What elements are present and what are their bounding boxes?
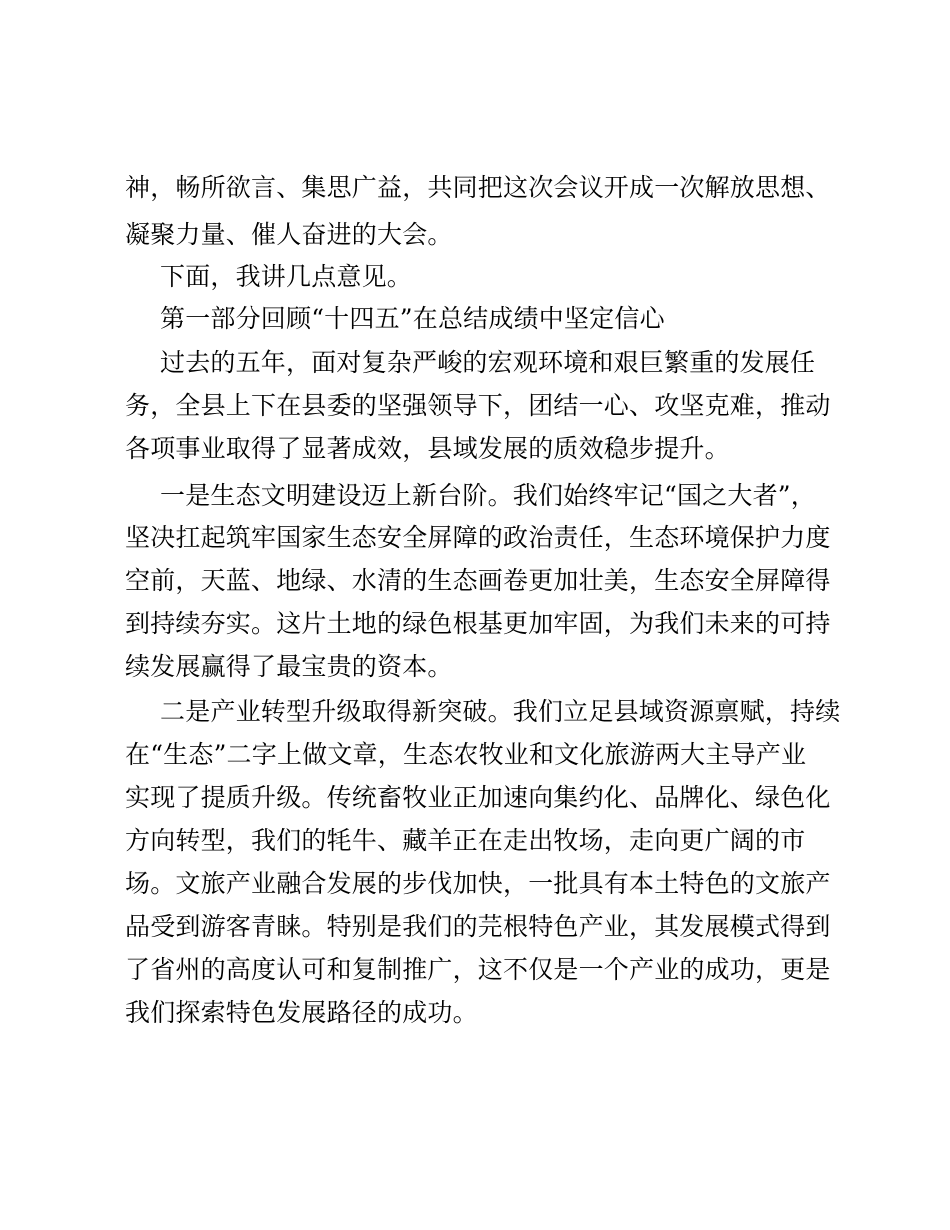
text-line: 续发展赢得了最宝贵的资本。 <box>125 652 453 681</box>
section-heading: 第一部分回顾“十四五”在总结成绩中坚定信心 <box>160 304 665 333</box>
text-line: 空前，天蓝、地绿、水清的生态画卷更加壮美，生态安全屏障得 <box>125 566 831 595</box>
text-line: 一是生态文明建设迈上新台阶。我们始终牢记“国之大者”， <box>160 481 816 510</box>
text-line: 实现了提质升级。传统畜牧业正加速向集约化、品牌化、绿色化 <box>125 783 831 812</box>
text-line: 在“生态”二字上做文章，生态农牧业和文化旅游两大主导产业 <box>125 740 807 769</box>
text-line: 场。文旅产业融合发展的步伐加快，一批具有本土特色的文旅产 <box>125 869 831 898</box>
text-line: 二是产业转型升级取得新突破。我们立足县域资源禀赋，持续 <box>160 697 841 726</box>
text-line: 神，畅所欲言、集思广益，共同把这次会议开成一次解放思想、 <box>125 173 831 202</box>
text-line: 各项事业取得了显著成效，县域发展的质效稳步提升。 <box>125 434 730 463</box>
text-line: 方向转型，我们的牦牛、藏羊正在走出牧场，走向更广阔的市 <box>125 826 806 855</box>
text-line: 过去的五年，面对复杂严峻的宏观环境和艰巨繁重的发展任 <box>160 348 816 377</box>
text-line: 品受到游客青睐。特别是我们的芫根特色产业，其发展模式得到 <box>125 912 831 941</box>
text-line: 到持续夯实。这片土地的绿色根基更加牢固，为我们未来的可持 <box>125 609 831 638</box>
text-line: 下面，我讲几点意见。 <box>160 262 413 291</box>
text-line: 务，全县上下在县委的坚强领导下，团结一心、攻坚克难，推动 <box>125 391 831 420</box>
text-line: 我们探索特色发展路径的成功。 <box>125 998 478 1027</box>
text-line: 坚决扛起筑牢国家生态安全屏障的政治责任，生态环境保护力度 <box>125 523 831 552</box>
text-line: 凝聚力量、催人奋进的大会。 <box>125 220 453 249</box>
text-line: 了省州的高度认可和复制推广，这不仅是一个产业的成功，更是 <box>125 955 831 984</box>
